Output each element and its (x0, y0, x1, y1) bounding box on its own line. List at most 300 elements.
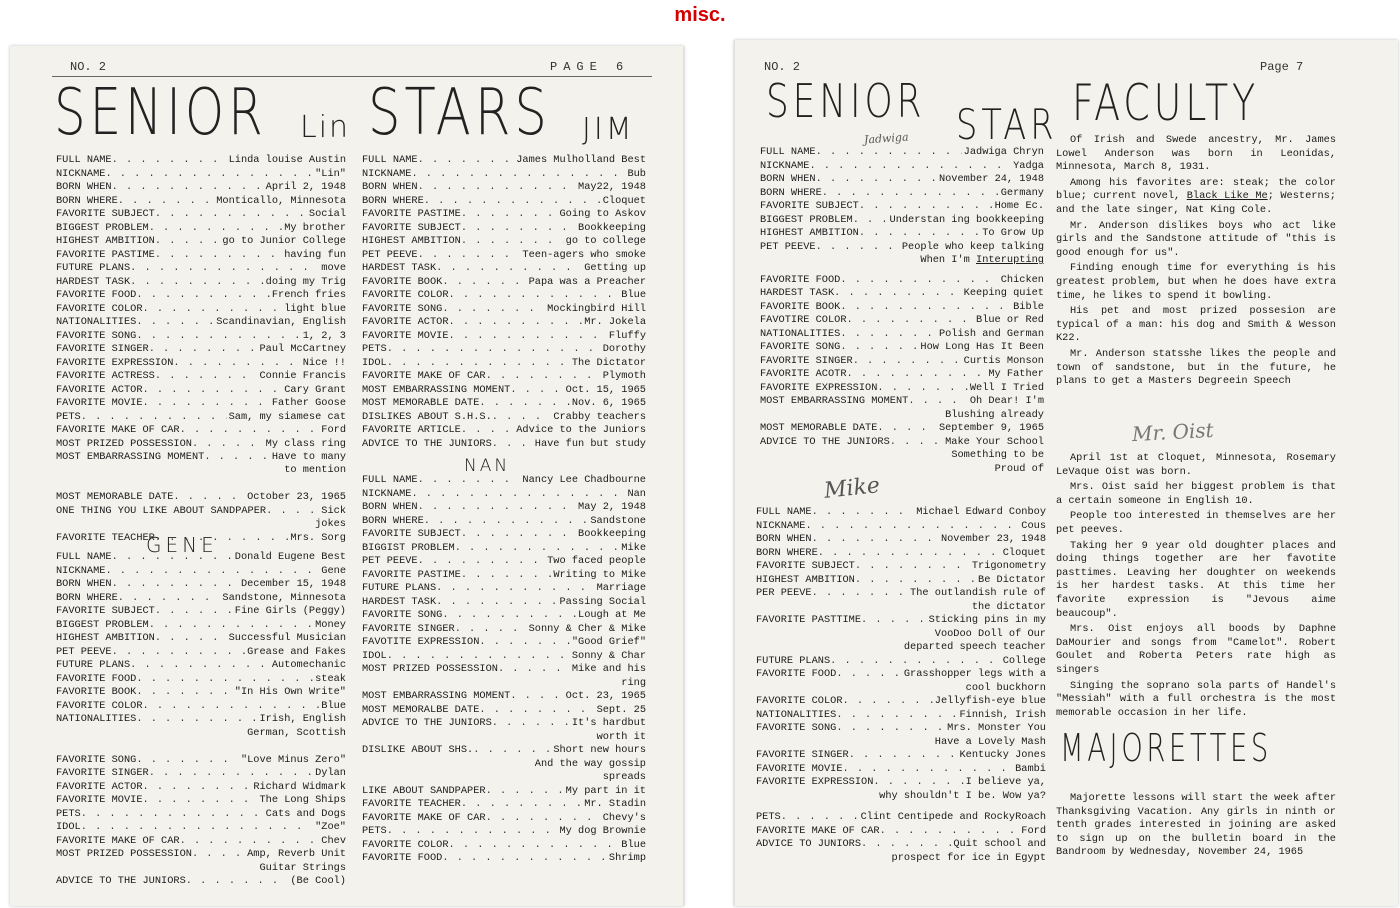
mike-row (756, 825, 1046, 839)
field-value: Grasshopper legs with a (903, 668, 1046, 680)
mike-row (756, 838, 1046, 852)
field-value: Mrs. Sorg (290, 531, 346, 544)
lin-row (56, 262, 346, 276)
field-value: Successful Musician (228, 632, 346, 644)
field-value: Bible (1013, 300, 1044, 313)
gene-row (56, 781, 346, 795)
field-label: FAVORITE SUBJECT (756, 560, 855, 572)
gene-row (56, 713, 346, 727)
gene-row (56, 673, 346, 687)
field-value: Two faced people (547, 555, 646, 567)
field-value: Nancy Lee Chadbourne (522, 474, 646, 486)
field-value: Sick (321, 504, 346, 517)
field-label: NATIONALITIES (56, 316, 137, 328)
nan-row (362, 474, 646, 488)
field-label: FAVORITE FOOD (756, 668, 837, 680)
field-value: go to college (565, 235, 646, 247)
field-label: FULL NAME (56, 551, 112, 563)
jim-row (362, 397, 646, 411)
field-value: Make Your School (945, 435, 1044, 448)
oist-paragraph: People too interested in themselves are her pet peeves. (1056, 510, 1336, 536)
field-label: BORN WHEN (56, 181, 112, 193)
nan-profile (362, 474, 646, 866)
field-value: having fun (284, 248, 346, 261)
gene-row (56, 578, 346, 592)
oist-paragraph: Singing the soprano sola parts of Handel's "Messiah" with a full orchestra is the most memorable occasion in her life. (1056, 679, 1336, 719)
gene-row (56, 659, 346, 673)
field-value: Shrimp (608, 852, 646, 864)
nan-advice-continued: worth it (596, 730, 646, 743)
field-value: December 15, 1948 (240, 578, 346, 590)
field-label: PER PEEVE (756, 587, 812, 599)
field-label: FAVORITE ACTOR (362, 316, 449, 328)
field-label: FAVORITE SUBJECT (362, 528, 461, 540)
field-value: Understan ing bookkeeping (889, 213, 1044, 226)
field-label: FAVORITE SONG (760, 341, 841, 353)
field-label: BIGGEST PROBLEM (56, 618, 149, 631)
lin-row (56, 316, 346, 330)
field-label: ADVICE TO JUNIORS (756, 838, 862, 850)
field-label: FAVORITE SUBJECT (56, 208, 155, 220)
mike-row (756, 587, 1046, 601)
field-value: September 9, 1965 (938, 422, 1044, 434)
field-value: Bookkeeping (578, 221, 646, 234)
field-label: IDOL (362, 649, 387, 662)
field-value: (Be Cool) (290, 875, 346, 887)
nan-row (362, 825, 646, 839)
peeve-cont-underlined: Interupting (976, 254, 1044, 266)
lin-row (56, 438, 346, 452)
field-value: Kentucky Jones (959, 749, 1046, 761)
field-label: BIGGEST PROBLEM (56, 221, 149, 234)
field-label: FULL NAME (56, 154, 112, 166)
right-heading-senior: SENIOR (766, 74, 926, 128)
field-label: ADVICE TO THE JUNIORS (362, 437, 492, 450)
majorettes-paragraph: Majorette lessons will start the week after Thanksgiving Vacation. Any girls in ninth or tenth grades interested in joining are asked to sign up on the bulletin board in the Bandroom by Wednesday, November 24, 1965 (1056, 792, 1336, 859)
field-label: NICKNAME (362, 487, 412, 500)
field-label: FAVORITE EXPRESSION (760, 381, 878, 394)
field-label: HIGHEST AMBITION (756, 573, 855, 586)
anderson-paragraph: Of Irish and Swede ancestry, Mr. James Lowel Anderson was born in Leonidas, Minnesota, March 8, 1931. (1056, 134, 1336, 174)
lin-row (56, 384, 346, 398)
lin-row (56, 195, 346, 209)
gene-row (56, 821, 346, 835)
nan-row (362, 636, 646, 650)
right-page (734, 40, 1398, 906)
field-value: My class ring (265, 437, 346, 450)
field-label: BORN WHEN (756, 533, 812, 545)
field-value: steak (315, 672, 346, 685)
gene-row (56, 686, 346, 700)
field-label: FUTURE PLANS (56, 659, 131, 671)
jim-row (362, 168, 646, 182)
nan-row (362, 704, 646, 718)
field-label: MOST EMBARRASSING MOMENT (362, 383, 511, 396)
field-label: FULL NAME (362, 154, 418, 166)
gene-row (56, 619, 346, 633)
field-value: Dylan (315, 767, 346, 779)
field-value: Fluffy (608, 329, 646, 342)
field-value: "Lin" (315, 167, 346, 180)
gene-row (56, 551, 346, 565)
field-value: Plymoth (602, 370, 646, 382)
field-value: College (1002, 654, 1046, 667)
field-value: My Father (988, 368, 1044, 380)
nan-row (362, 798, 646, 812)
right-heading-star: STAR (956, 100, 1058, 149)
field-label: BORN WHERE (362, 514, 424, 527)
nan-row (362, 717, 646, 731)
field-label: FAVORITE SUBJECT (760, 200, 859, 212)
left-heading-nan: NAN (464, 456, 511, 476)
field-value: Passing Social (559, 595, 646, 608)
field-value: I believe ya, (965, 776, 1046, 788)
left-heading-gene: GENE (146, 533, 218, 557)
lin-row (56, 370, 346, 384)
field-label: FAVORITE MOVIE (362, 329, 449, 342)
jim-row (362, 154, 646, 168)
nan-row (362, 852, 646, 866)
field-value: How Long Has It Been (920, 341, 1044, 353)
nan-row (362, 690, 646, 704)
left-page-number: PAGE 6 (550, 60, 630, 74)
lin-row (56, 168, 346, 182)
field-label: BORN WHERE (362, 194, 424, 207)
field-label: NICKNAME (760, 159, 810, 172)
field-value: Nov. 6, 1965 (571, 397, 646, 409)
nan-row (362, 839, 646, 853)
field-value: Chicken (1000, 273, 1044, 286)
mike-food-continued: cool buckhorn (965, 681, 1046, 694)
field-label: IDOL (56, 821, 81, 833)
jadwiga-row (760, 227, 1044, 241)
mike-profile (756, 506, 1046, 865)
lin-row (56, 357, 346, 371)
field-label: FAVORITE TEACHER (56, 531, 155, 544)
field-value: Scandinavian, English (216, 316, 346, 328)
field-label: FAVORITE MOVIE (56, 794, 143, 806)
field-label: FAVORITE PASTIME (56, 248, 155, 261)
field-value: Grease and Fakes (247, 645, 346, 658)
field-value: Finnish, Irish (959, 708, 1046, 721)
field-value: French fries (271, 289, 346, 301)
field-label: FAVORITE SONG (362, 609, 443, 621)
field-label: PETS (362, 825, 387, 837)
jim-row (362, 262, 646, 276)
nan-row (362, 569, 646, 583)
field-value: November 23, 1948 (940, 533, 1046, 545)
field-label: FAVORITE COLOR (362, 838, 449, 851)
field-label: FAVORITE BOOK (362, 275, 443, 288)
jadwiga-peeve-continued (760, 254, 1044, 268)
field-value: People who keep talking (901, 240, 1044, 253)
field-value: Nice !! (302, 356, 346, 369)
mike-row (756, 506, 1046, 520)
field-value: Crabby teachers (553, 410, 646, 423)
mike-row (756, 709, 1046, 723)
field-label: PETS (56, 410, 81, 423)
oist-paragraph: April 1st at Cloquet, Minnesota, Rosemary LeVaque Oist was born. (1056, 452, 1336, 478)
field-value: Connie Francis (259, 370, 346, 382)
jim-row (362, 289, 646, 303)
field-value: Ford (321, 424, 346, 436)
lin-row (56, 411, 346, 425)
field-label: MOST EMBARRASSING MOMENT (56, 451, 205, 463)
field-value: Have to many (271, 451, 346, 463)
field-value: Sandstone (590, 514, 646, 527)
field-label: MOST PRIZED POSSESSION (56, 848, 192, 860)
lin-sandpaper-continued: jokes (315, 518, 346, 530)
field-label: MOST MEMORABLE DATE (56, 491, 174, 503)
field-label: FAVORITE PASTIME (362, 208, 461, 220)
nan-prized-continued: ring (621, 676, 646, 689)
field-value: Sonny & Cher & Mike (528, 622, 646, 635)
lin-teacher-row (56, 532, 346, 546)
signature-mike: Mike (822, 473, 882, 504)
gene-row (56, 632, 346, 646)
field-label: NATIONALITIES (56, 713, 137, 725)
mike-row (756, 811, 1046, 825)
mike-row (756, 655, 1046, 669)
field-value: Linda louise Austin (228, 154, 346, 166)
field-label: ADVICE TO THE JUNIORS (56, 875, 186, 887)
nan-row (362, 596, 646, 610)
gene-nationalities-continued: German, Scottish (247, 726, 346, 739)
field-label: HARDEST TASK (362, 262, 437, 274)
field-value: Money (315, 618, 346, 631)
jadwiga-row (760, 214, 1044, 228)
jadwiga-row (760, 287, 1044, 301)
field-value: 1, 2, 3 (302, 329, 346, 342)
lin-row (56, 276, 346, 290)
jadwiga-row (760, 368, 1044, 382)
field-label: MOST PRIZED POSSESSION (362, 663, 498, 675)
field-value: Nan (627, 487, 646, 500)
field-value: go to Junior College (222, 235, 346, 247)
field-label: FAVORITE FOOD (56, 672, 137, 685)
jadwiga-profile (760, 146, 1044, 476)
field-value: Polish and German (938, 327, 1044, 340)
field-value: move (321, 262, 346, 274)
field-value: Amp, Reverb Unit (247, 848, 346, 860)
lin-row (56, 235, 346, 249)
field-value: "Zoe" (315, 821, 346, 833)
field-label: HIGHEST AMBITION (760, 227, 859, 239)
field-label: FAVORITE PASTTIME (756, 614, 862, 626)
field-value: doing my Trig (265, 275, 346, 288)
field-value: Blue or Red (976, 314, 1044, 326)
nan-row (362, 609, 646, 623)
oist-paragraph: Mrs. Oist said her biggest problem is that a certain someone in English 10. (1056, 481, 1336, 507)
jadwiga-row (760, 187, 1044, 201)
field-label: NICKNAME (362, 167, 412, 180)
field-value: "Good Grief" (571, 636, 646, 648)
nan-row (362, 623, 646, 637)
field-label: FAVORITE MAKE OF CAR (56, 424, 180, 436)
field-label: IDOL (362, 356, 387, 369)
field-label: FAVORITE SONG (56, 753, 137, 766)
field-value: Oct. 23, 1965 (565, 690, 646, 702)
faculty-anderson-article (1056, 134, 1336, 391)
field-label: HARDEST TASK (56, 275, 131, 288)
field-value: "In His Own Write" (234, 686, 346, 698)
field-label: BORN WHERE (56, 591, 118, 604)
field-label: HIGHEST AMBITION (56, 235, 155, 247)
field-value: Bambi (1015, 762, 1046, 775)
field-value: Getting up (584, 262, 646, 274)
jadwiga-row (760, 173, 1044, 187)
field-label: HARDEST TASK (362, 595, 437, 608)
nan-row (362, 515, 646, 529)
nan-row (362, 528, 646, 542)
right-issue-number: NO. 2 (764, 60, 801, 74)
gene-prized-continued: Guitar Strings (259, 861, 346, 874)
lin-profile-tail (56, 464, 346, 545)
field-value: Mr. Stadin (584, 798, 646, 810)
field-label: FUTURE PLANS (362, 582, 437, 594)
field-label: PETS (56, 807, 81, 820)
field-value: Oh Dear! I'm (969, 395, 1044, 407)
gene-row (56, 794, 346, 808)
field-value: May22, 1948 (578, 181, 646, 193)
gene-advice-row (56, 875, 346, 889)
lin-row (56, 343, 346, 357)
field-label: NATIONALITIES (760, 327, 841, 340)
field-label: FAVOTIRE COLOR (760, 314, 847, 326)
field-value: To Grow Up (982, 227, 1044, 239)
field-value: Yadga (1013, 159, 1044, 172)
jadwiga-row (760, 146, 1044, 160)
mike-peeve-continued: the dictator (971, 600, 1046, 613)
field-value: Social (308, 208, 346, 220)
field-value: Mike and his (571, 663, 646, 675)
lin-row (56, 451, 346, 465)
nan-row (362, 501, 646, 515)
field-value: May 2, 1948 (578, 501, 646, 513)
field-label: FULL NAME (756, 506, 812, 518)
jadwiga-row (760, 395, 1044, 409)
field-label: FUTURE PLANS (756, 654, 831, 667)
field-value: Clint Centipede and RockyRoach (860, 811, 1046, 823)
jim-row (362, 195, 646, 209)
field-label: FAVORITE COLOR (756, 695, 843, 707)
left-heading-lin: Lin (300, 110, 351, 145)
gene-row (56, 835, 346, 849)
nan-row (362, 488, 646, 502)
jadwiga-row (760, 160, 1044, 174)
field-label: ADVICE TO THE JUNIORS (362, 717, 492, 729)
field-label: PET PEEVE (56, 645, 112, 658)
field-label: FAVORITE MOVIE (756, 762, 843, 775)
gene-row (56, 700, 346, 714)
jadwiga-row (760, 314, 1044, 328)
field-label: MOST EMBARRASSING MOMENT (362, 690, 511, 702)
field-label: FAVORITE ACOTR (760, 368, 847, 380)
field-value: Mrs. Monster You (947, 722, 1046, 734)
field-label: BORN WHERE (56, 194, 118, 207)
field-label: FAVORITE ACTRESS (56, 370, 155, 382)
jim-row (362, 384, 646, 398)
field-label: NICKNAME (56, 167, 106, 180)
field-label: BIGGIST PROBLEM (362, 541, 455, 554)
field-value: Sandstone, Minnesota (222, 591, 346, 604)
field-label: ONE THING YOU LIKE ABOUT SANDPAPER (56, 504, 267, 517)
field-value: Automechanic (271, 659, 346, 671)
field-value: Chevy's (602, 811, 646, 824)
field-label: FAVORITE MAKE OF CAR (362, 370, 486, 382)
field-value: Irish, English (259, 713, 346, 725)
mike-pastime-continued-2: departed speech teacher (903, 641, 1046, 653)
field-value: Curtis Monson (963, 354, 1044, 367)
field-value: Fine Girls (Peggy) (234, 605, 346, 617)
field-label: FAVORITE MAKE OF CAR (362, 811, 486, 824)
gene-row (56, 605, 346, 619)
jadwiga-row (760, 382, 1044, 396)
field-label: FAVORITE TEACHER (362, 798, 461, 810)
jim-row (362, 316, 646, 330)
field-value: Mike (621, 541, 646, 554)
field-value: Sam, my siamese cat (228, 410, 346, 423)
field-value: Sept. 25 (596, 703, 646, 716)
mike-pastime-row (756, 614, 1046, 628)
gene-row (56, 767, 346, 781)
field-value: It's hardbut (571, 717, 646, 729)
left-issue-number: NO. 2 (70, 60, 107, 74)
anderson-paragraph: His pet and most prized possesion are typical of a man: his dog and Smith & Wesson K22. (1056, 305, 1336, 345)
jim-row (362, 370, 646, 384)
jadwiga-row (760, 341, 1044, 355)
field-value: November 24, 1948 (938, 173, 1044, 185)
mike-row (756, 547, 1046, 561)
jadwiga-embarrassing-continued: Blushing already (945, 408, 1044, 421)
right-page-number: Page 7 (1260, 60, 1304, 74)
jim-row (362, 303, 646, 317)
anderson-paragraph: Mr. Anderson dislikes boys who act like girls and the Sandstone attitude of "this is good enough for us". (1056, 219, 1336, 259)
field-value: Teen-agers who smoke (522, 248, 646, 261)
field-label: FAVORITE SUBJECT (56, 605, 155, 617)
jim-row (362, 235, 646, 249)
field-value: Cats and Dogs (265, 807, 346, 820)
field-value: Bub (627, 167, 646, 180)
field-value: My dog Brownie (559, 825, 646, 837)
field-label: BORN WHERE (760, 186, 822, 199)
lin-sandpaper-row (56, 505, 346, 519)
field-value: Blue (621, 289, 646, 301)
gene-row (56, 808, 346, 822)
field-value: My brother (284, 221, 346, 234)
mike-expression-continued: why shouldn't I be. Wow ya? (879, 789, 1046, 802)
mike-row (756, 533, 1046, 547)
field-label: FAVORITE MAKE OF CAR (56, 834, 180, 847)
lin-row (56, 330, 346, 344)
field-label: FAVORITE FOOD (760, 273, 841, 286)
jadwiga-advice-continued-1: Something to be (951, 449, 1044, 461)
mike-row (756, 722, 1046, 736)
nan-row (362, 555, 646, 569)
field-label: MOST PRIZED POSSESSION (56, 437, 192, 450)
jim-row (362, 222, 646, 236)
mike-advice-continued: prospect for ice in Egypt (891, 851, 1046, 864)
field-value: Gene (321, 564, 346, 577)
field-label: FAVORITE ACTOR (56, 780, 143, 793)
field-label: FAVORITE SONG (56, 329, 137, 342)
mike-row (756, 776, 1046, 790)
field-label: BORN WHEN (362, 501, 418, 513)
lin-row (56, 208, 346, 222)
gene-row (56, 565, 346, 579)
left-page (10, 46, 684, 906)
field-value: Cloquet (602, 194, 646, 207)
